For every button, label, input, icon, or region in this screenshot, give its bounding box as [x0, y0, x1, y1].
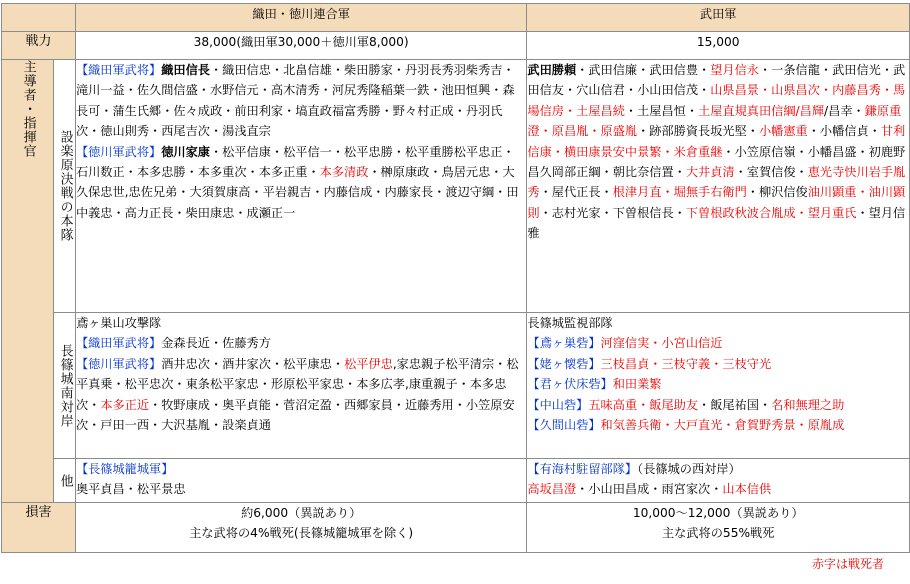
- group-tag: 【姥ヶ懐砦】: [527, 356, 601, 371]
- group-tag: 【織田軍武将】: [75, 336, 162, 351]
- commander-name: 武田勝頼: [527, 63, 577, 77]
- battle-comparison-table: [1, 3, 910, 553]
- killed-name-run: 河窪信実・小宮山信近: [600, 336, 723, 351]
- commander-name: 徳川家康: [161, 144, 210, 159]
- name-run: ・望月信雅: [527, 205, 906, 241]
- group-tag: 【徳川軍武将】: [75, 144, 162, 159]
- killed-name-run: 五味高重・飯尾助友: [588, 397, 699, 412]
- group-tag: 【中山砦】: [527, 397, 589, 412]
- group-tag: 【徳川軍武将】: [75, 356, 162, 371]
- killed-name-run: 山本信供: [722, 482, 772, 497]
- killed-name-run: 山県昌景・山県昌次・内藤昌秀・馬場信房・土屋昌続: [527, 83, 906, 118]
- losses-oda-ratio: 主な武将の4%戦死(長篠城籠城軍を除く): [189, 526, 414, 541]
- south-bank-takeda: [527, 313, 910, 459]
- footnote-red-means-killed: 赤字は戦死者: [812, 557, 885, 571]
- losses-oda: [75, 503, 526, 553]
- name-run: 酒井忠次・酒井家次・松平康忠・: [161, 356, 345, 371]
- name-run: ・牧野康成・奥平貞能・菅沼定盈・西郷家員・近藤秀用・小笠原安次・戸田一西・大沢基胤・設楽貞通: [75, 397, 515, 433]
- killed-name-run: 本多清政: [319, 165, 369, 180]
- killed-name-run: 下曽根政秋波合胤成・望月重氏: [685, 205, 857, 220]
- main-force-label: 設楽原決戦の本隊: [57, 130, 73, 242]
- name-run: 奥平貞昌・松平景忠: [75, 482, 186, 497]
- row-label-losses: 損害: [2, 503, 76, 553]
- killed-name-run: 根津月直・堀無手右衛門: [612, 185, 747, 200]
- main-force-takeda: [527, 60, 910, 313]
- killed-name-run: 高坂昌澄: [527, 482, 577, 497]
- strength-takeda: 15,000: [527, 32, 910, 60]
- name-run: ・織田信忠・北畠信雄・柴田勝家・丹羽長秀羽柴秀吉・滝川一益・佐久間信盛・水野信元・高木清秀・河尻秀隆稲葉一鉄・池田恒興・森長可・蒲生氏郷・佐々成政・前田利家・塙直政福富秀勝・野々村正成・丹羽氏次・徳山則秀・西尾吉次・湯浅直宗: [75, 63, 515, 139]
- sublabel-main-force: [53, 60, 75, 313]
- killed-name-run: 土屋直規真田信綱/昌輝: [698, 103, 825, 118]
- name-run: ・屋代正長・: [539, 185, 613, 200]
- header-oda-tokugawa: 織田・徳川連合軍: [75, 4, 526, 32]
- sublabel-south-bank: [53, 313, 75, 459]
- name-run: 鳶ヶ巣山攻撃隊: [75, 316, 162, 330]
- killed-name-run: 和気善兵衛・大戸直光・倉賀野秀景・原胤成: [600, 418, 845, 433]
- name-run: 長篠城監視部隊: [527, 316, 613, 330]
- killed-name-run: 三枝昌貞・三枝守義・三枝守光: [600, 356, 772, 371]
- name-run: ・土屋昌恒・: [624, 103, 699, 118]
- name-run: ,家忠親子松平清宗・松平真乗・松平忠次・東条松平家忠・形原松平家忠・本多広孝,康重親子・本多忠次・: [75, 356, 519, 412]
- group-tag: 【鳶ヶ巣砦】: [527, 336, 601, 351]
- killed-name-run: 甘利信康・横田康景安中景繁・米倉重継: [527, 124, 906, 159]
- commander-name: 織田信長: [161, 63, 210, 77]
- name-run: （長篠城の西対岸）: [637, 462, 741, 476]
- name-run: ・柳沢信俊: [746, 185, 808, 200]
- sublabel-other: [53, 459, 75, 503]
- row-label-strength: 戦力: [2, 32, 76, 60]
- row-label-leaders: [2, 60, 54, 503]
- leaders-label: 主導者・指揮官: [20, 60, 36, 158]
- name-run: ・跡部勝資長坂光堅・: [637, 124, 759, 139]
- name-run: ・飯尾祐国・: [698, 397, 772, 412]
- killed-name-run: 本多正近: [100, 397, 150, 412]
- killed-name-run: 望月信永: [710, 63, 759, 77]
- south-bank-label: 長篠城南対岸: [57, 343, 73, 428]
- killed-name-run: 名和無理之助: [771, 397, 845, 412]
- losses-takeda-ratio: 主な武将の55%戦死: [662, 526, 775, 541]
- losses-takeda: [527, 503, 910, 553]
- name-run: ・志村光家・下曽根信長・: [539, 205, 686, 220]
- group-tag: 【有海村駐留部隊】: [527, 462, 638, 476]
- name-run: ・榊原康政・鳥居元忠・大久保忠世,忠佐兄弟・大須賀康高・平岩親吉・内藤信成・内藤家長・渡辺守綱・田中義忠・高力正長・柴田康忠・成瀬正一: [75, 165, 519, 220]
- name-run: 金森長近・佐藤秀方: [161, 336, 271, 351]
- killed-name-run: 油川顕重・油川顕則: [527, 185, 906, 220]
- name-run: ・小幡信貞・: [807, 124, 881, 139]
- killed-name-run: 小幡憲重: [758, 124, 808, 139]
- name-run: ・室賀信俊・: [734, 165, 808, 180]
- name-run: ・松平信康・松平信一・松平忠勝・松平重勝松平忠正・石川数正・本多忠勝・本多重次・本多正重・: [75, 144, 515, 180]
- strength-oda: 38,000(織田軍30,000＋徳川軍8,000): [75, 32, 526, 60]
- killed-name-run: 大井貞清: [685, 165, 735, 180]
- name-run: ・小笠原信嶺・小幡昌盛・初鹿野昌久岡部正綱・朝比奈信置・: [527, 144, 906, 180]
- main-force-oda: [75, 60, 526, 313]
- name-run: ・一条信龍・武田信光・武田信友・穴山信君・小山田信茂・: [527, 63, 906, 98]
- group-tag: 【久間山砦】: [527, 418, 601, 433]
- name-run: ・武田信廉・武田信豊・: [576, 63, 711, 77]
- killed-name-run: 松平伊忠: [344, 356, 393, 371]
- losses-takeda-count: 10,000～12,000（異説あり）: [632, 506, 804, 520]
- losses-oda-count: 約6,000（異説あり）: [241, 506, 362, 520]
- south-bank-oda: [75, 313, 526, 459]
- other-oda: [75, 459, 526, 503]
- name-run: /昌幸・: [824, 103, 865, 118]
- name-run: ・小山田昌成・雨宮家次・: [576, 482, 723, 497]
- killed-name-run: 和田業繁: [612, 377, 662, 392]
- killed-name-run: 恵光寺快川岩手胤秀: [527, 165, 906, 200]
- corner-cell: [2, 4, 76, 32]
- group-tag: 【君ヶ伏床砦】: [527, 377, 613, 392]
- killed-name-run: 鎌原重澄・原昌胤・原盛胤: [527, 103, 902, 139]
- group-tag: 【織田軍武将】: [75, 63, 162, 77]
- other-label: 他: [57, 473, 73, 488]
- group-tag: 【長篠城籠城軍】: [75, 462, 174, 476]
- other-takeda: [527, 459, 910, 503]
- header-takeda: 武田軍: [527, 4, 910, 32]
